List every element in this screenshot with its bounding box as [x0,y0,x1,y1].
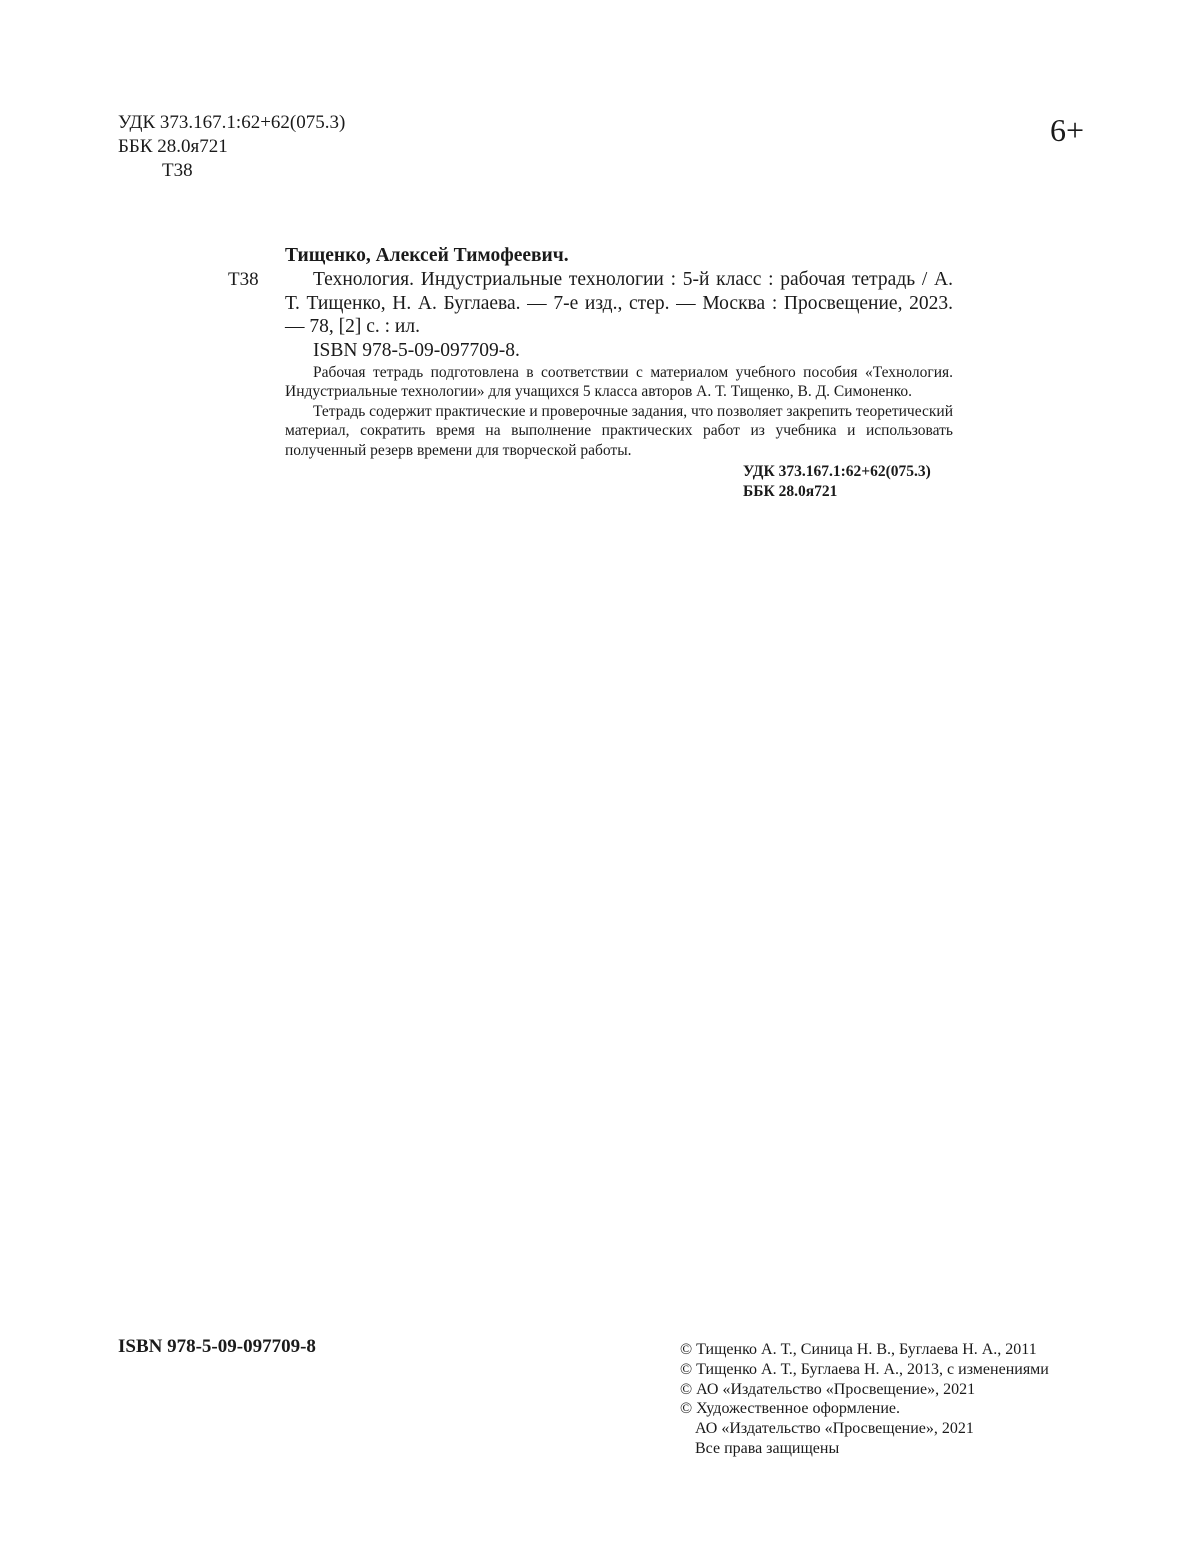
catalog-card [285,243,953,501]
age-rating: 6+ [1049,112,1084,148]
bibliographic-description: Технология. Индустриальные технологии : 5-й класс : рабочая тетрадь / А. Т. Тищенко, Н. А. Буглаева. — 7-е изд., стер. — Москва : Просвещение, 2023. — 78, [2] с. : ил. [285,269,953,337]
card-author: Тищенко, Алексей Тимофеевич. [285,245,569,266]
bbk-code: ББК 28.0я721 [118,136,228,157]
copyright-line: © Художественное оформление. [680,1400,901,1418]
udk-code: УДК 373.167.1:62+62(075.3) [118,112,346,133]
card-bbk: ББК 28.0я721 [743,482,838,500]
card-author-mark: Т38 [228,269,259,290]
copyright-block [680,1340,1049,1459]
copyright-line: © Тищенко А. Т., Буглаева Н. А., 2013, с изменениями [680,1360,1049,1378]
card-isbn: ISBN 978-5-09-097709-8. [313,339,520,361]
card-udk: УДК 373.167.1:62+62(075.3) [743,463,931,480]
copyright-line: © Тищенко А. Т., Синица Н. В., Буглаева Н. А., 2011 [680,1341,1037,1358]
annotation-paragraph-2: Тетрадь содержит практические и проверочные задания, что позволяет закрепить теоретический материал, сократить время на выполнение практических работ из учебника и использовать полученный резерв времени для творческой работы. [285,402,953,459]
classification-block [118,111,345,183]
rights-reserved: Все права защищены [695,1439,840,1457]
annotation-paragraph-1: Рабочая тетрадь подготовлена в соответствии с материалом учебного пособия «Технология. Индустриальные технологии» для учащихся 5 класса авторов А. Т. Тищенко, В. Д. Симоненко. [285,363,953,400]
footer-isbn: ISBN 978-5-09-097709-8 [118,1336,316,1357]
author-mark: Т38 [162,160,193,181]
copyright-line: © АО «Издательство «Просвещение», 2021 [680,1380,976,1398]
copyright-line: АО «Издательство «Просвещение», 2021 [695,1420,974,1438]
card-classification [285,462,953,501]
